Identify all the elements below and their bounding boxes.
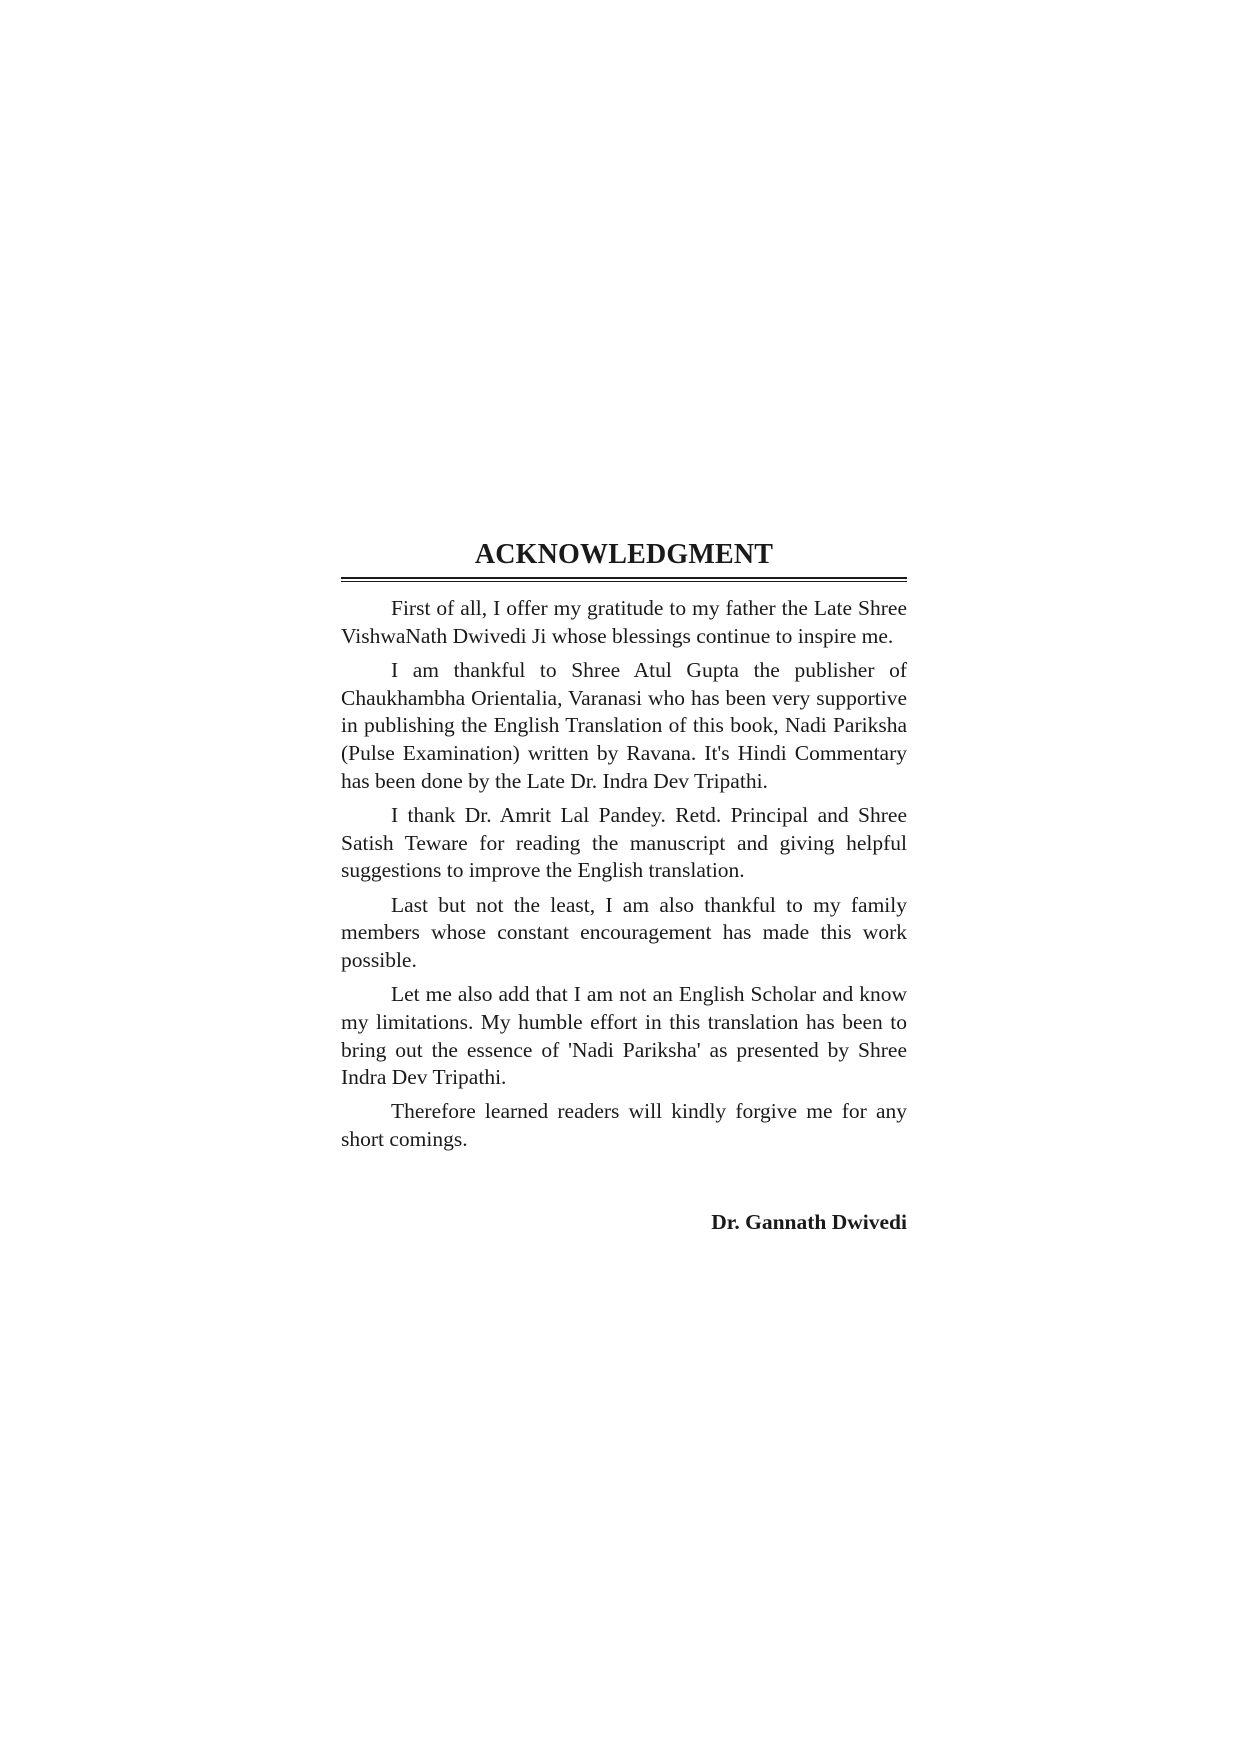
author-signature: Dr. Gannath Dwivedi	[711, 1209, 907, 1234]
acknowledgment-body	[341, 595, 907, 1154]
paragraph-gratitude-father: First of all, I offer my gratitude to my father the Late Shree VishwaNath Dwivedi Ji whose blessings continue to inspire me.	[341, 596, 907, 648]
page-title: ACKNOWLEDGMENT	[474, 539, 774, 570]
title-double-rule	[341, 577, 907, 582]
paragraph-forgiveness: Therefore learned readers will kindly forgive me for any short comings.	[341, 1099, 907, 1152]
paragraph-thanks-publisher: I am thankful to Shree Atul Gupta the publisher of Chaukhambha Orientalia, Varanasi who has been very supportive in publishing the English Translation of this book, Nadi Pariksha (Pulse Examination) written by Ravana. It's Hindi Commentary has been done by the Late Dr. Indra Dev Tripathi.	[341, 657, 907, 793]
paragraph-thanks-family: Last but not the least, I am also thankful to my family members whose constant encouragement has made this work possible.	[341, 892, 907, 972]
paragraph-limitations: Let me also add that I am not an English Scholar and know my limitations. My humble effort in this translation has been to bring out the essence of 'Nadi Pariksha' as presented by Shree Indra Dev Tripathi.	[341, 982, 907, 1090]
paragraph-thanks-reviewers: I thank Dr. Amrit Lal Pandey. Retd. Principal and Shree Satish Teware for reading the manuscript and giving helpful suggestions to improve the English translation.	[341, 802, 907, 883]
acknowledgment-section	[341, 535, 907, 1236]
